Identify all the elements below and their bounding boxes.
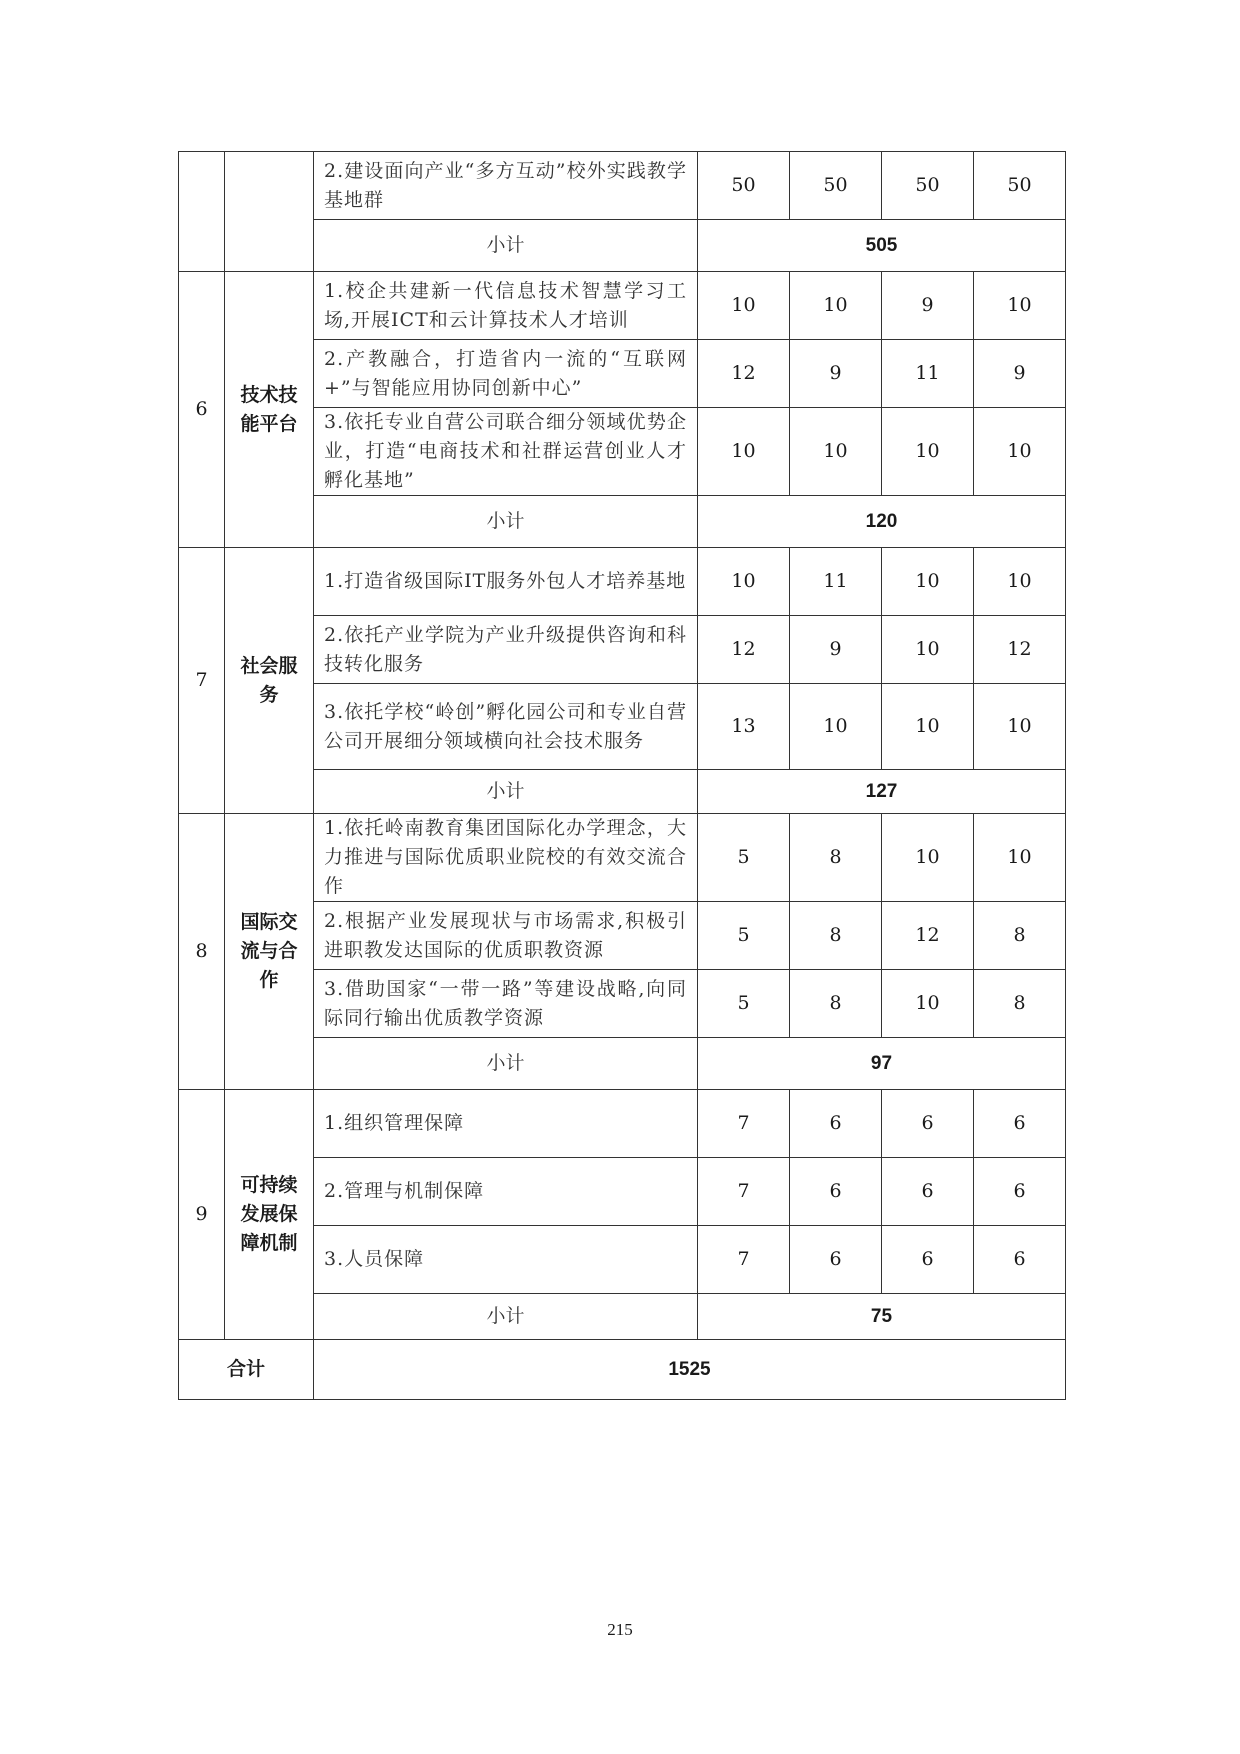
total-row bbox=[179, 1340, 1066, 1400]
item-text: 1.校企共建新一代信息技术智慧学习工场,开展ICT和云计算技术人才培训 bbox=[314, 272, 698, 340]
value-cell: 50 bbox=[790, 152, 882, 220]
subtotal-label: 小计 bbox=[314, 1038, 698, 1090]
subtotal-value: 127 bbox=[698, 770, 1066, 814]
value-cell: 6 bbox=[974, 1158, 1066, 1226]
value-cell: 9 bbox=[882, 272, 974, 340]
value-cell: 50 bbox=[974, 152, 1066, 220]
table-row bbox=[179, 1090, 1066, 1158]
value-cell: 10 bbox=[698, 548, 790, 616]
item-text: 3.依托学校“岭创”孵化园公司和专业自营公司开展细分领域横向社会技术服务 bbox=[314, 684, 698, 770]
value-cell: 5 bbox=[698, 902, 790, 970]
value-cell: 10 bbox=[882, 814, 974, 902]
value-cell: 7 bbox=[698, 1158, 790, 1226]
value-cell: 10 bbox=[698, 272, 790, 340]
item-text: 2.根据产业发展现状与市场需求,积极引进职教发达国际的优质职教资源 bbox=[314, 902, 698, 970]
category-cell bbox=[225, 548, 314, 814]
value-cell: 9 bbox=[790, 616, 882, 684]
value-cell: 50 bbox=[882, 152, 974, 220]
category-label: 国际交流与合作 bbox=[240, 911, 298, 991]
value-cell: 9 bbox=[974, 340, 1066, 408]
sequence-number: 6 bbox=[179, 272, 225, 548]
value-cell: 6 bbox=[974, 1090, 1066, 1158]
value-cell: 10 bbox=[974, 684, 1066, 770]
budget-table bbox=[178, 151, 1066, 1400]
item-text: 3.人员保障 bbox=[314, 1226, 698, 1294]
sequence-cell-empty bbox=[179, 152, 225, 272]
value-cell: 11 bbox=[882, 340, 974, 408]
value-cell: 10 bbox=[790, 272, 882, 340]
value-cell: 11 bbox=[790, 548, 882, 616]
subtotal-label: 小计 bbox=[314, 220, 698, 272]
value-cell: 13 bbox=[698, 684, 790, 770]
value-cell: 6 bbox=[882, 1090, 974, 1158]
value-cell: 6 bbox=[790, 1158, 882, 1226]
sequence-number: 8 bbox=[179, 814, 225, 1090]
value-cell: 6 bbox=[882, 1226, 974, 1294]
value-cell: 50 bbox=[698, 152, 790, 220]
category-cell-empty bbox=[225, 152, 314, 272]
item-text: 2.管理与机制保障 bbox=[314, 1158, 698, 1226]
item-text: 1.打造省级国际IT服务外包人才培养基地 bbox=[314, 548, 698, 616]
table-row bbox=[179, 272, 1066, 340]
category-label: 社会服务 bbox=[240, 654, 298, 706]
subtotal-value: 505 bbox=[698, 220, 1066, 272]
value-cell: 6 bbox=[882, 1158, 974, 1226]
total-label: 合计 bbox=[179, 1340, 314, 1400]
item-text: 2.依托产业学院为产业升级提供咨询和科技转化服务 bbox=[314, 616, 698, 684]
value-cell: 10 bbox=[882, 548, 974, 616]
subtotal-label: 小计 bbox=[314, 496, 698, 548]
subtotal-value: 75 bbox=[698, 1294, 1066, 1340]
item-text: 3.依托专业自营公司联合细分领域优势企业，打造“电商技术和社群运营创业人才孵化基地” bbox=[314, 408, 698, 496]
item-text: 3.借助国家“一带一路”等建设战略,向同际同行输出优质教学资源 bbox=[314, 970, 698, 1038]
value-cell: 12 bbox=[698, 340, 790, 408]
value-cell: 8 bbox=[790, 970, 882, 1038]
value-cell: 8 bbox=[790, 814, 882, 902]
value-cell: 5 bbox=[698, 814, 790, 902]
subtotal-label: 小计 bbox=[314, 1294, 698, 1340]
value-cell: 10 bbox=[882, 970, 974, 1038]
value-cell: 10 bbox=[974, 548, 1066, 616]
table-row bbox=[179, 152, 1066, 220]
value-cell: 10 bbox=[790, 408, 882, 496]
value-cell: 8 bbox=[974, 970, 1066, 1038]
category-label: 可持续发展保障机制 bbox=[240, 1174, 298, 1254]
value-cell: 10 bbox=[790, 684, 882, 770]
value-cell: 7 bbox=[698, 1226, 790, 1294]
value-cell: 8 bbox=[974, 902, 1066, 970]
value-cell: 10 bbox=[698, 408, 790, 496]
value-cell: 9 bbox=[790, 340, 882, 408]
subtotal-value: 97 bbox=[698, 1038, 1066, 1090]
category-cell bbox=[225, 272, 314, 548]
category-cell bbox=[225, 814, 314, 1090]
sequence-number: 7 bbox=[179, 548, 225, 814]
page-number: 215 bbox=[607, 1620, 633, 1639]
value-cell: 6 bbox=[790, 1226, 882, 1294]
value-cell: 12 bbox=[882, 902, 974, 970]
total-value: 1525 bbox=[314, 1340, 1066, 1400]
item-text: 2.产教融合，打造省内一流的“互联网+”与智能应用协同创新中心” bbox=[314, 340, 698, 408]
value-cell: 10 bbox=[882, 616, 974, 684]
value-cell: 5 bbox=[698, 970, 790, 1038]
value-cell: 12 bbox=[974, 616, 1066, 684]
subtotal-value: 120 bbox=[698, 496, 1066, 548]
value-cell: 7 bbox=[698, 1090, 790, 1158]
category-cell bbox=[225, 1090, 314, 1340]
value-cell: 12 bbox=[698, 616, 790, 684]
value-cell: 6 bbox=[974, 1226, 1066, 1294]
table-row bbox=[179, 814, 1066, 902]
value-cell: 10 bbox=[974, 408, 1066, 496]
table-row bbox=[179, 548, 1066, 616]
item-text: 1.组织管理保障 bbox=[314, 1090, 698, 1158]
value-cell: 10 bbox=[882, 408, 974, 496]
item-text: 1.依托岭南教育集团国际化办学理念，大力推进与国际优质职业院校的有效交流合作 bbox=[314, 814, 698, 902]
sequence-number: 9 bbox=[179, 1090, 225, 1340]
subtotal-label: 小计 bbox=[314, 770, 698, 814]
item-text: 2.建设面向产业“多方互动”校外实践教学基地群 bbox=[314, 152, 698, 220]
value-cell: 8 bbox=[790, 902, 882, 970]
category-label: 技术技能平台 bbox=[240, 383, 298, 435]
value-cell: 6 bbox=[790, 1090, 882, 1158]
value-cell: 10 bbox=[974, 814, 1066, 902]
value-cell: 10 bbox=[882, 684, 974, 770]
value-cell: 10 bbox=[974, 272, 1066, 340]
